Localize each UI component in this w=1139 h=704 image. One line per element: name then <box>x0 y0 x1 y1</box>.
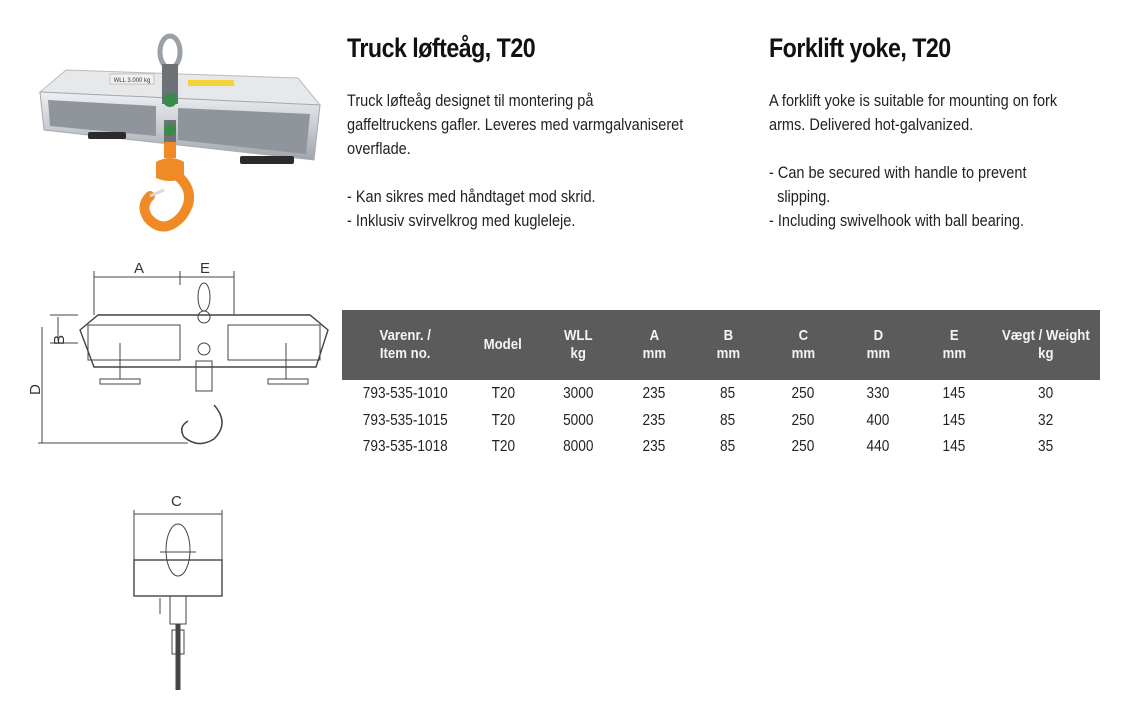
bullet-item: - Including swivelhook with ball bearing. <box>769 212 1025 230</box>
column-header-b: B mm <box>690 310 766 380</box>
description-line: arms. Delivered hot-galvanized. <box>769 116 974 134</box>
cell-d: 400 <box>840 408 916 434</box>
bullet-item: slipping. <box>769 188 831 206</box>
bullet-item: - Inklusiv svirvelkrog med kugleleje. <box>347 212 576 230</box>
cell-weight: 35 <box>992 434 1100 460</box>
cell-wll: 8000 <box>538 434 618 460</box>
dimension-label-d: D <box>28 384 44 395</box>
forklift-yoke-photo <box>28 30 328 235</box>
wll-sticker-text: WLL 3.000 kg <box>113 78 151 84</box>
technical-drawing-side <box>28 255 338 455</box>
cell-item-no: 793-535-1015 <box>342 408 468 434</box>
dimension-label-e: E <box>200 260 211 277</box>
description-line: gaffeltruckens gafler. Leveres med varmgalvaniseret <box>347 116 684 134</box>
technical-drawing-end <box>120 490 240 695</box>
specification-table <box>342 310 1100 460</box>
cell-c: 250 <box>766 408 840 434</box>
cell-model: T20 <box>468 434 538 460</box>
cell-b: 85 <box>690 408 766 434</box>
description-line: overflade. <box>347 140 411 158</box>
cell-a: 235 <box>618 408 690 434</box>
description-english <box>769 89 1057 233</box>
side-view-drawing <box>28 255 338 455</box>
cell-item-no: 793-535-1010 <box>342 380 468 408</box>
cell-wll: 5000 <box>538 408 618 434</box>
description-norwegian <box>347 89 683 233</box>
dimension-label-a: A <box>134 260 145 277</box>
column-header-a: A mm <box>618 310 690 380</box>
dimension-label-b: B <box>51 334 68 345</box>
cell-a: 235 <box>618 434 690 460</box>
cell-model: T20 <box>468 408 538 434</box>
cell-weight: 32 <box>992 408 1100 434</box>
cell-d: 330 <box>840 380 916 408</box>
cell-b: 85 <box>690 434 766 460</box>
product-photo <box>28 30 328 235</box>
title-english: Forklift yoke, T20 <box>769 33 951 63</box>
cell-e: 145 <box>916 434 992 460</box>
description-line: Truck løfteåg designet til montering på <box>347 92 594 110</box>
cell-item-no: 793-535-1018 <box>342 434 468 460</box>
table-row <box>342 434 1100 460</box>
description-line: A forklift yoke is suitable for mounting on fork <box>769 92 1058 110</box>
table-row <box>342 408 1100 434</box>
cell-c: 250 <box>766 380 840 408</box>
table-header-row <box>342 310 1100 380</box>
bullet-item: - Kan sikres med håndtaget mod skrid. <box>347 188 596 206</box>
column-header-model: Model <box>468 310 538 380</box>
cell-e: 145 <box>916 380 992 408</box>
bullet-item: - Can be secured with handle to prevent <box>769 164 1027 182</box>
column-header-item-no: Varenr. / Item no. <box>342 310 468 380</box>
cell-e: 145 <box>916 408 992 434</box>
cell-a: 235 <box>618 380 690 408</box>
cell-b: 85 <box>690 380 766 408</box>
title-norwegian: Truck løfteåg, T20 <box>347 33 536 63</box>
column-header-c: C mm <box>766 310 840 380</box>
cell-wll: 3000 <box>538 380 618 408</box>
cell-d: 440 <box>840 434 916 460</box>
cell-c: 250 <box>766 434 840 460</box>
end-view-drawing <box>120 490 240 695</box>
dimension-label-c: C <box>171 493 182 510</box>
column-header-e: E mm <box>916 310 992 380</box>
table-row <box>342 380 1100 408</box>
column-header-wll: WLL kg <box>538 310 618 380</box>
column-header-d: D mm <box>840 310 916 380</box>
cell-weight: 30 <box>992 380 1100 408</box>
column-header-weight: Vægt / Weight kg <box>992 310 1100 380</box>
cell-model: T20 <box>468 380 538 408</box>
